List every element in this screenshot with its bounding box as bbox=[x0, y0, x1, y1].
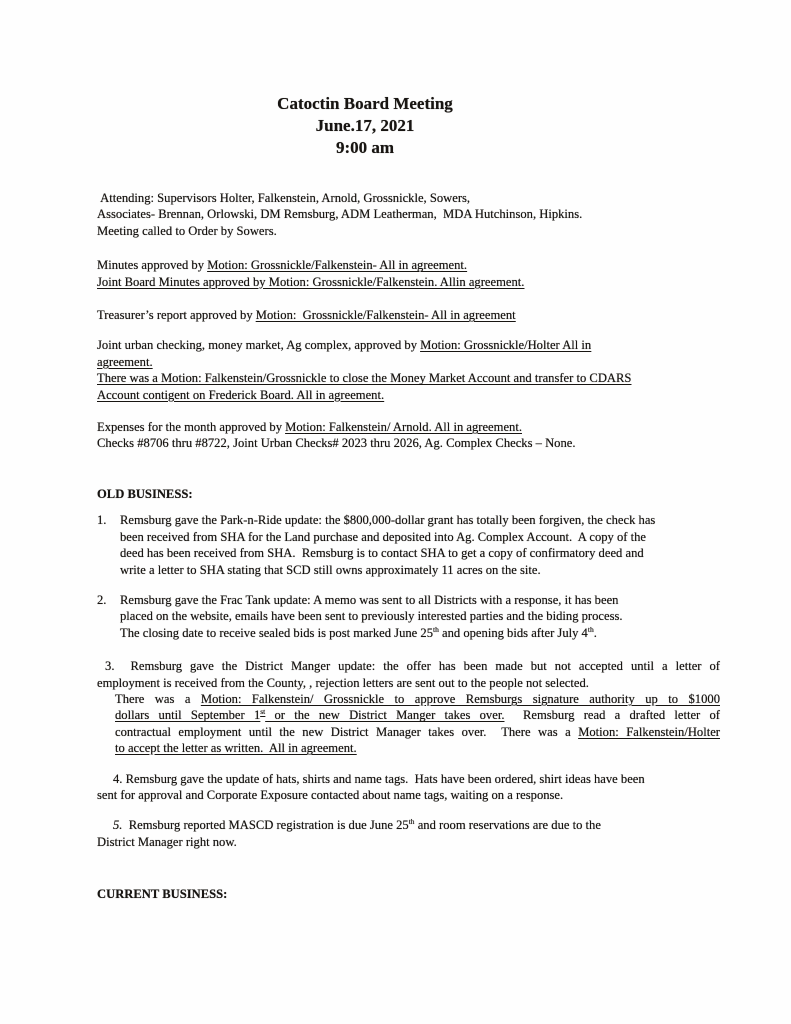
old-business-item-5 bbox=[97, 817, 720, 850]
justified-line bbox=[115, 707, 720, 723]
document-body bbox=[97, 190, 720, 903]
text-run: Attending: Supervisors Holter, Falkenstein, Arnold, Grossnickle, Sowers, bbox=[97, 191, 471, 205]
underlined-text: Motion: Falkenstein/ Arnold. All in agreement. bbox=[285, 420, 522, 435]
text-run: 4. Remsburg gave the update of hats, shirts and name tags. Hats have been ordered, shirt ideas have been bbox=[113, 771, 645, 786]
text-run: The closing date to receive sealed bids is post marked June 25 bbox=[120, 625, 434, 640]
text-run: OLD BUSINESS: bbox=[97, 486, 193, 501]
treasurer-report-paragraph bbox=[97, 307, 720, 323]
expenses-paragraph bbox=[97, 419, 720, 452]
justified-line bbox=[97, 675, 720, 691]
meeting-title-block bbox=[0, 93, 730, 159]
underlined-text: Motion: Falkenstein/ Grossnickle to approve Remsburgs signature authority up to $1000 bbox=[200, 691, 720, 706]
underlined-text: Motion: Grossnickle/Falkenstein- All in agreement bbox=[255, 308, 516, 323]
justified-line bbox=[115, 691, 720, 707]
text-run: been received from SHA for the Land purchase and deposited into Ag. Complex Account. A copy of the bbox=[120, 529, 647, 544]
list-item-number: 2. bbox=[97, 592, 107, 607]
text-run: contractual employment until the new District Manager takes over. There was a bbox=[115, 724, 579, 739]
justified-line bbox=[115, 724, 720, 740]
text-run: 5. bbox=[113, 818, 123, 833]
meeting-time: 9:00 am bbox=[335, 138, 395, 157]
justified-line bbox=[115, 740, 720, 756]
old-business-item-3 bbox=[97, 658, 720, 691]
text-run: th bbox=[408, 817, 415, 827]
old-business-item-4 bbox=[97, 771, 720, 804]
old-business-item-2 bbox=[97, 592, 720, 641]
old-business-item-3-motions bbox=[115, 691, 720, 757]
old-business-heading bbox=[97, 486, 720, 502]
text-run: deed has been received from SHA. Remsburg is to contact SHA to get a copy of confirmatory deed and bbox=[120, 546, 644, 561]
minutes-approval-paragraph bbox=[97, 257, 720, 290]
underlined-text: agreement. bbox=[97, 354, 153, 369]
text-run: and opening bids after July 4 bbox=[438, 625, 588, 640]
underlined-text: Joint Board Minutes approved by Motion: Grossnickle/Falkenstein. Allin agreement. bbox=[97, 274, 525, 289]
text-run: placed on the website, emails have been sent to previously interested parties and the biding process. bbox=[120, 609, 623, 624]
text-run: th bbox=[433, 624, 439, 634]
underlined-text: There was a Motion: Falkenstein/Grossnickle to close the Money Market Account and transfer to CDARS bbox=[97, 371, 632, 386]
underlined-text: Account contigent on Frederick Board. All in agreement. bbox=[97, 387, 385, 402]
underlined-text: Motion: Grossnickle/Holter All in bbox=[420, 338, 592, 353]
text-run: Remsburg reported MASCD registration is due June 25 bbox=[122, 818, 409, 833]
text-run: write a letter to SHA stating that SCD still owns approximately 11 acres on the site. bbox=[120, 562, 541, 577]
underlined-text: to accept the letter as written. All in agreement. bbox=[115, 741, 357, 756]
text-run: Expenses for the month approved by bbox=[97, 420, 286, 435]
text-run: . bbox=[593, 625, 597, 640]
underlined-text: Motion: Grossnickle/Falkenstein- All in agreement. bbox=[207, 258, 468, 273]
underlined-text: st bbox=[260, 707, 266, 717]
text-run: Associates- Brennan, Orlowski, DM Remsburg, ADM Leatherman, MDA Hutchinson, Hipkins. bbox=[97, 207, 583, 222]
text-run: Remsburg read a drafted letter of bbox=[504, 708, 720, 723]
text-run: Meeting called to Order by Sowers. bbox=[97, 223, 277, 238]
text-run: District Manager right now. bbox=[97, 834, 237, 849]
justified-line bbox=[97, 658, 720, 674]
list-item-text bbox=[120, 592, 720, 641]
underlined-text: dollars until September 1 bbox=[115, 708, 261, 723]
list-item-number: 1. bbox=[97, 513, 107, 528]
text-run: th bbox=[587, 624, 594, 634]
text-run: There was a bbox=[115, 691, 201, 706]
text-run: Treasurer’s report approved by bbox=[97, 308, 256, 323]
text-run: CURRENT BUSINESS: bbox=[97, 887, 228, 902]
text-run: Remsburg gave the Frac Tank update: A memo was sent to all Districts with a response, it has been bbox=[120, 592, 619, 607]
text-run: Checks #8706 thru #8722, Joint Urban Checks# 2023 thru 2026, Ag. Complex Checks – None. bbox=[97, 436, 576, 451]
accounts-approval-paragraph bbox=[97, 337, 720, 403]
attending-paragraph bbox=[97, 190, 720, 239]
old-business-item-1 bbox=[97, 512, 720, 578]
underlined-text: Motion: Falkenstein/Holter bbox=[578, 724, 720, 739]
text-run: and room reservations are due to the bbox=[414, 818, 601, 833]
meeting-date: June.17, 2021 bbox=[315, 116, 415, 135]
text-run: Remsburg gave the Park-n-Ride update: the $800,000-dollar grant has totally been forgiven, the check has bbox=[120, 513, 656, 528]
text-run: sent for approval and Corporate Exposure contacted about name tags, waiting on a response. bbox=[97, 787, 564, 802]
underlined-text: or the new District Manger takes over. bbox=[265, 708, 505, 723]
meeting-title: Catoctin Board Meeting bbox=[277, 94, 453, 113]
text-run: 3. Remsburg gave the District Manger update: the offer has been made but not accepted until a letter of bbox=[97, 659, 721, 674]
list-item-text bbox=[120, 512, 720, 578]
text-run: Minutes approved by bbox=[97, 258, 208, 273]
text-run: employment is received from the County, , rejection letters are sent out to the people not selected. bbox=[97, 675, 589, 690]
current-business-heading bbox=[97, 886, 720, 902]
text-run: Joint urban checking, money market, Ag complex, approved by bbox=[97, 338, 421, 353]
